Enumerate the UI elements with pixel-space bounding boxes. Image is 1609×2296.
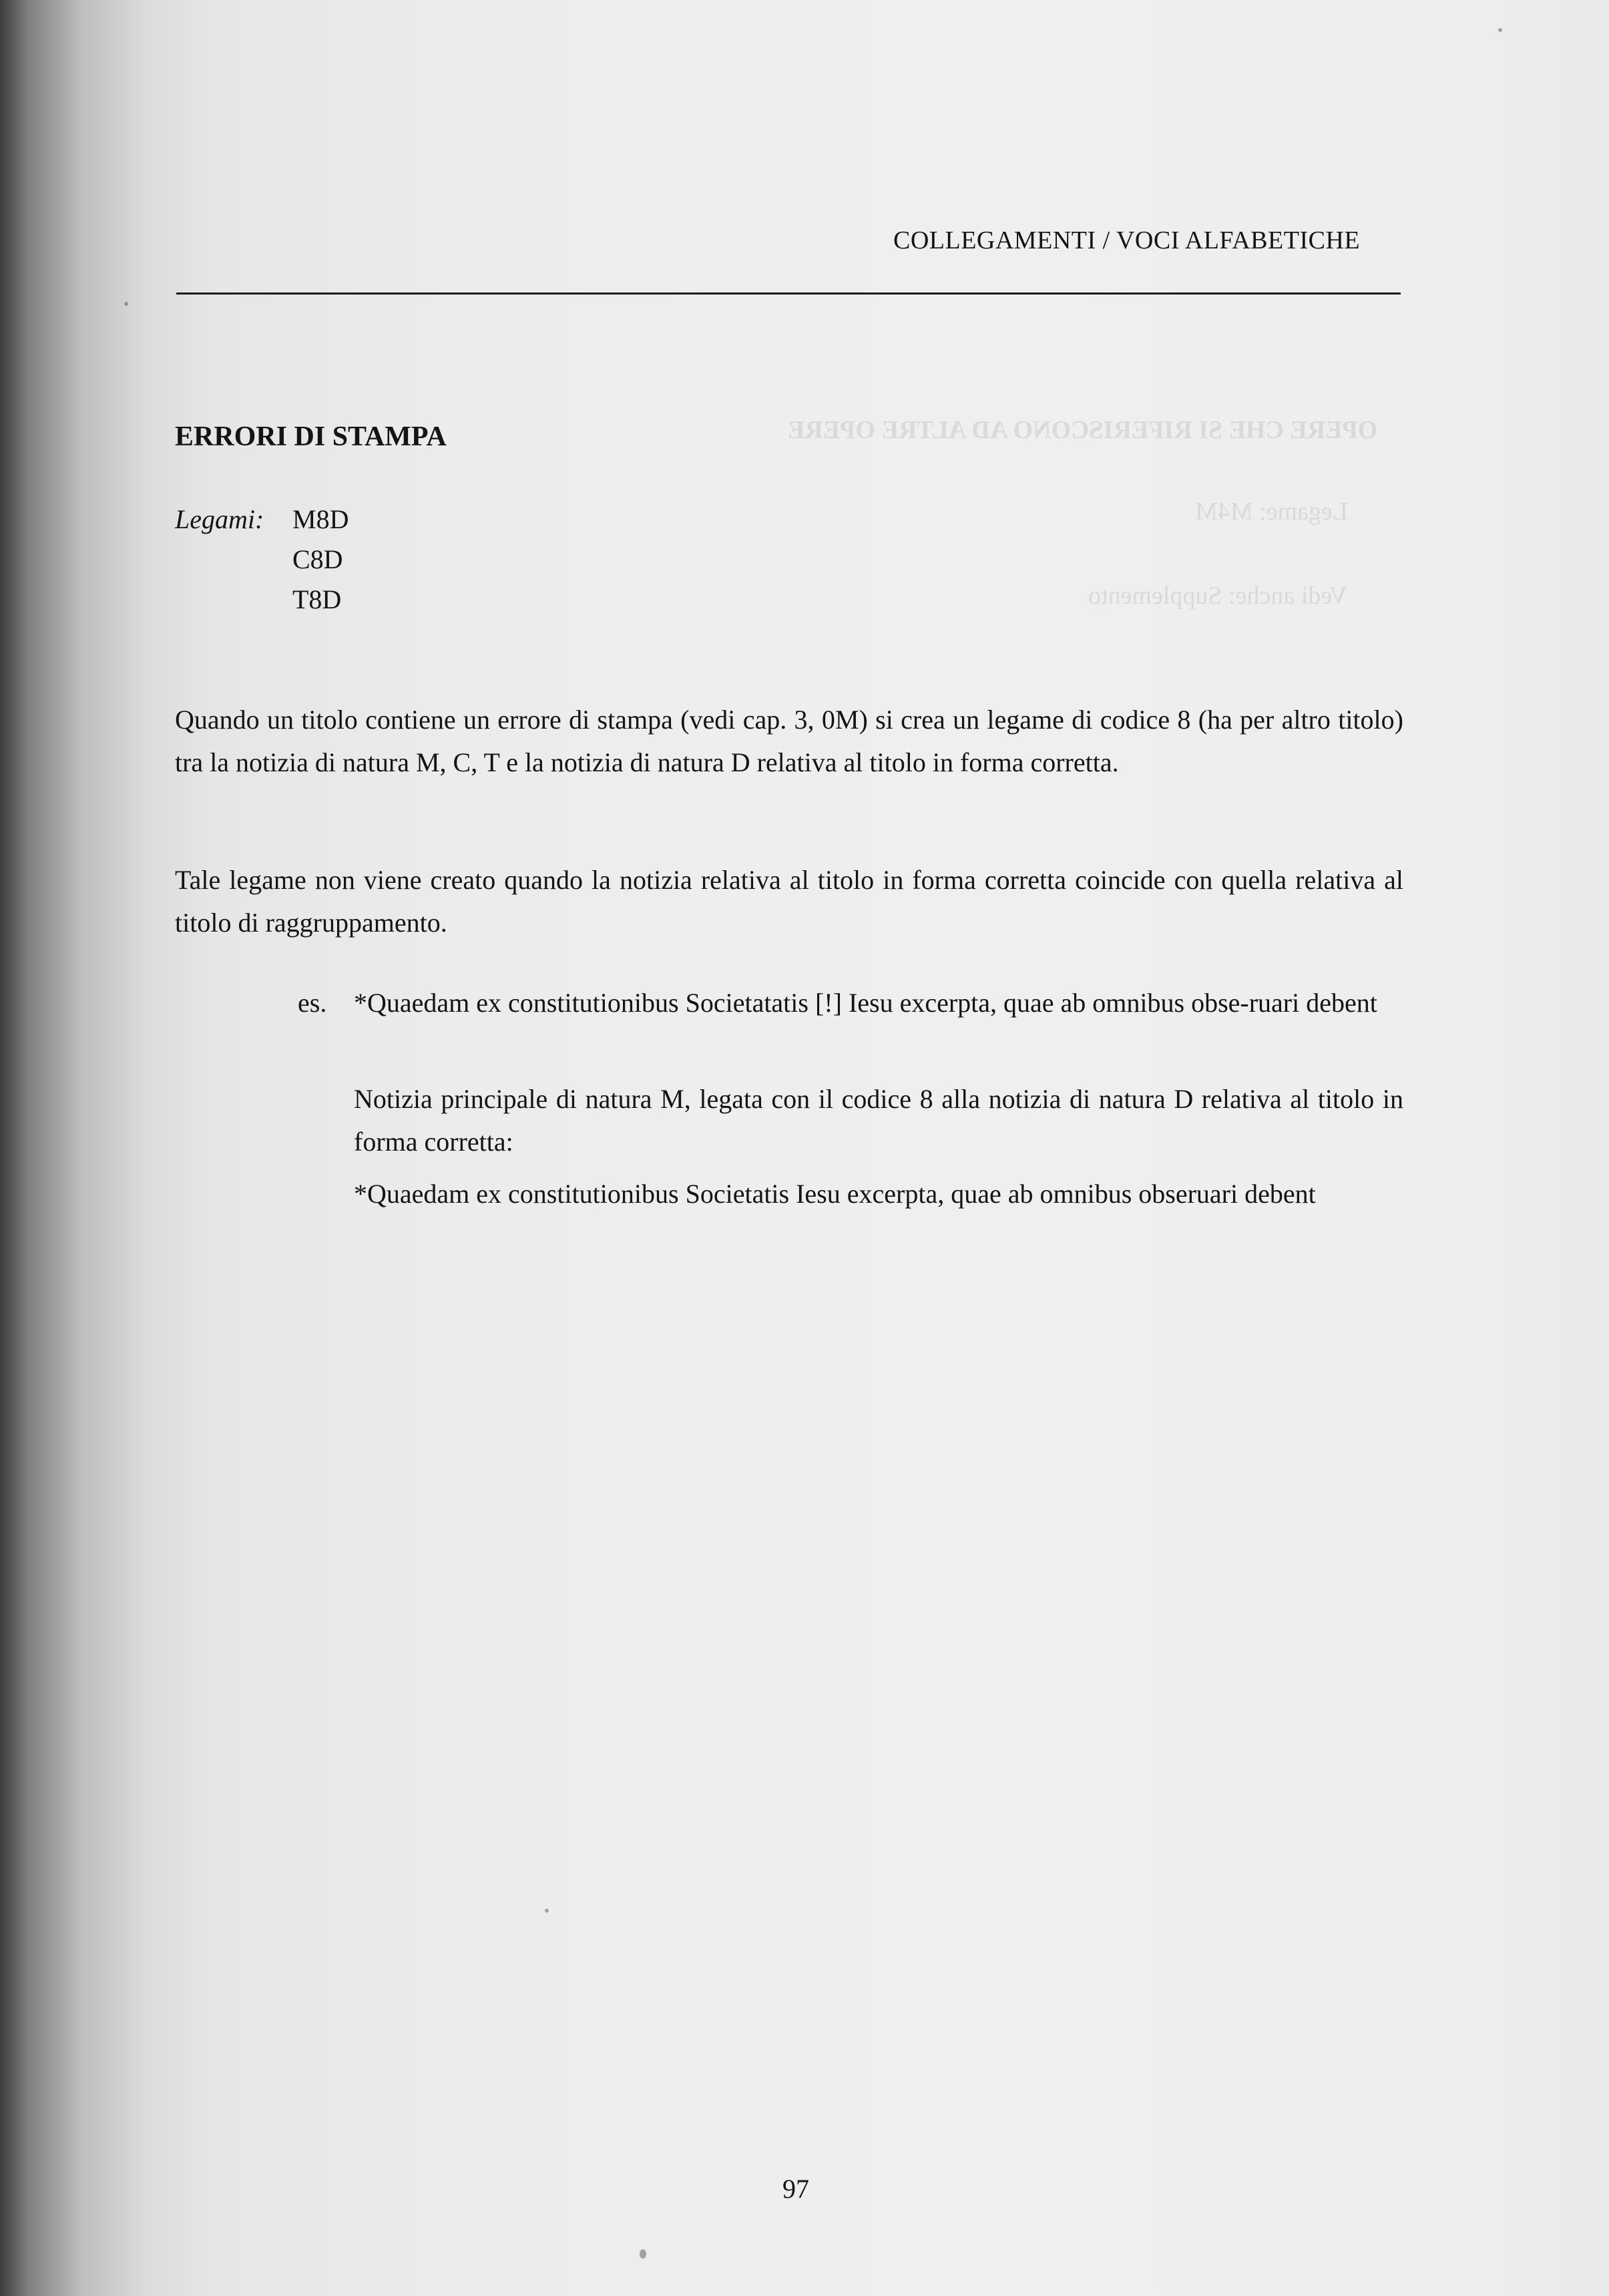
bleed-through-line: Vedi anche: Supplemento <box>1088 582 1348 610</box>
example-title-erroneous: *Quaedam ex constitutionibus Societatatis [!] Iesu excerpta, quae ab omnibus obse-ruari debent <box>354 988 1377 1018</box>
links-label: Legami: <box>175 504 264 534</box>
paper-speck <box>640 2249 646 2259</box>
header-rule <box>176 293 1401 295</box>
paragraph: Quando un titolo contiene un errore di stampa (vedi cap. 3, 0M) si crea un legame di codice 8 (ha per altro titolo) tra la notizia di natura M, C, T e la notizia di natura D relativa al titolo in forma corretta. <box>175 705 1403 777</box>
section-title: ERRORI DI STAMPA <box>175 421 447 452</box>
page-number: 97 <box>782 2174 809 2204</box>
paper-speck <box>545 1909 549 1913</box>
running-head: COLLEGAMENTI / VOCI ALFABETICHE <box>893 226 1361 254</box>
bleed-through-heading: OPERE CHE SI RIFERISCONO AD ALTRE OPERE <box>788 416 1378 444</box>
paper-speck <box>124 302 128 306</box>
links-list <box>292 500 349 620</box>
paragraph: Tale legame non viene creato quando la notizia relativa al titolo in forma corretta coincide con quella relativa al titolo di raggruppamento. <box>175 865 1403 938</box>
link-code: C8D <box>292 544 343 574</box>
link-code: M8D <box>292 504 349 534</box>
example-title-correct: *Quaedam ex constitutionibus Societatis Iesu excerpta, quae ab omnibus obseruari debent <box>354 1179 1316 1209</box>
bleed-through-line: Legame: M4M <box>1195 498 1349 526</box>
link-code: T8D <box>292 584 342 614</box>
example-note: Notizia principale di natura M, legata con il codice 8 alla notizia di natura D relativa al titolo in forma corretta: <box>354 1084 1403 1157</box>
example-label: es. <box>298 988 327 1018</box>
paper-speck <box>1498 28 1502 32</box>
